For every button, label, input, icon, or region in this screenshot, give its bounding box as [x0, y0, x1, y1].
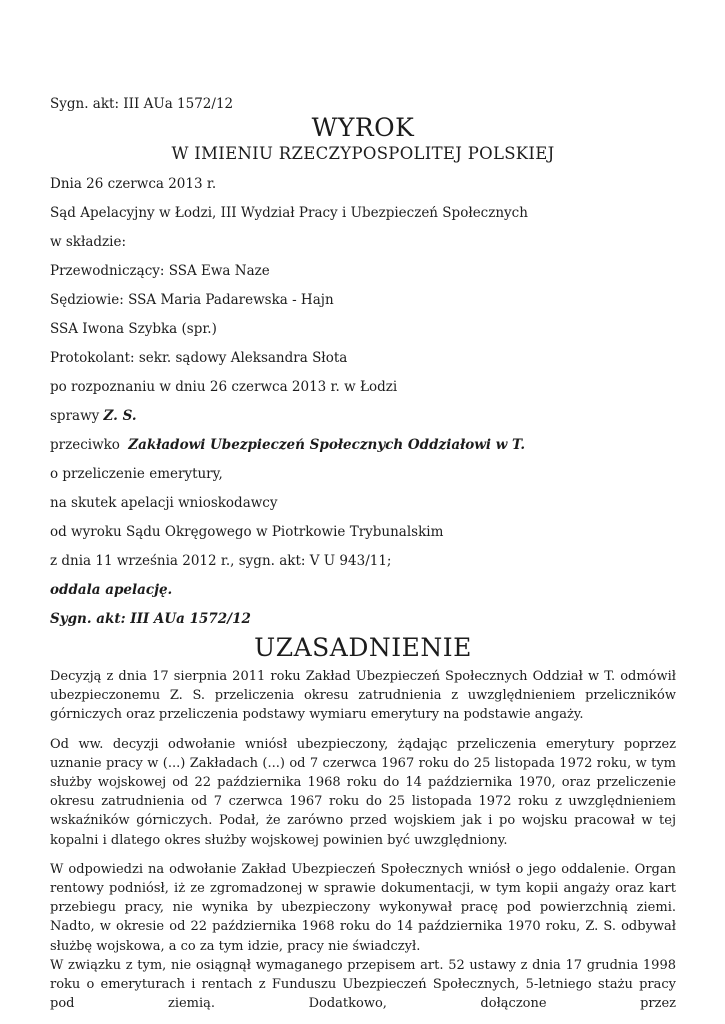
- reasoning-paragraph-1: Decyzją z dnia 17 sierpnia 2011 roku Zakład Ubezpieczeń Społecznych Oddział w T. odmówił ubezpieczonemu Z. S. przeliczenia okresu zatrudnienia z uwzględnieniem przeliczników górniczych oraz przeliczenia podstawy wymiaru emerytury na podstawie angaży.: [50, 669, 676, 723]
- judgment-date-line: Dnia 26 czerwca 2013 r.: [50, 176, 217, 192]
- against-party: Zakładowi Ubezpieczeń Społecznych Oddziałowi w T.: [128, 437, 526, 453]
- reasoning-paragraph-4: W związku z tym, nie osiągnął wymaganego przepisem art. 52 ustawy z dnia 17 grudnia 1998 roku o emeryturach i rentach z Funduszu Ubezpieczeń Społecznych, 5-letniego stażu pracy pod ziemią. Dodatkowo, dołączone przez: [50, 957, 676, 1012]
- panel-intro-line: w składzie:: [50, 234, 126, 250]
- appeal-source-line: na skutek apelacji wnioskodawcy: [50, 495, 278, 511]
- against-prefix: przeciwko: [50, 437, 125, 453]
- case-prefix: sprawy: [50, 408, 104, 424]
- against-party-line: [50, 436, 676, 455]
- reasoning-paragraph-3: W odpowiedzi na odwołanie Zakład Ubezpieczeń Społecznych wniósł o jego oddalenie. Organ rentowy podniósł, iż ze zgromadzonej w sprawie dokumentacji, w tym kopii angaży oraz kart przebiegu pracy, nie wynika by ubezpieczony wykonywał pracę pod powierzchnią ziemi. Nadto, w okresie od 22 października 1968 roku do 14 października 1970 roku, Z. S. odbywał służbę wojskowa, a co za tym idzie, pracy nie świadczył.: [50, 861, 676, 954]
- presiding-judge-line: Przewodniczący: SSA Ewa Naze: [50, 263, 270, 279]
- judgment-reference-line: z dnia 11 września 2012 r., sygn. akt: V U 943/11;: [50, 553, 392, 569]
- case-number: Sygn. akt: III AUa 1572/12: [50, 96, 234, 112]
- judge-line-2: SSA Iwona Szybka (spr.): [50, 321, 217, 337]
- judge-line-1: Sędziowie: SSA Maria Padarewska - Hajn: [50, 292, 334, 308]
- ruling-line: oddala apelację.: [50, 582, 173, 598]
- section-heading-uzasadnienie: UZASADNIENIE: [254, 633, 472, 662]
- case-number-repeat-line: Sygn. akt: III AUa 1572/12: [50, 611, 251, 627]
- reasoning-paragraph-2: Od ww. decyzji odwołanie wniósł ubezpieczony, żądając przeliczenia emerytury poprzez uznanie pracy w (...) Zakładach (...) od 7 czerwca 1967 roku do 25 listopada 1972 roku, w tym służby wojskowej od 22 października 1968 roku do 14 października 1970, oraz przeliczenie okresu zatrudnienia od 7 czerwca 1967 roku do 25 listopada 1972 roku z uwzględnieniem wskaźników górniczych. Podał, że zarówno przed wojskiem jak i po wojsku pracował w tej kopalni i dlatego okres służby wojskowej powinien być uwzględniony.: [50, 736, 676, 848]
- hearing-line: po rozpoznaniu w dniu 26 czerwca 2013 r. w Łodzi: [50, 379, 398, 395]
- clerk-line: Protokolant: sekr. sądowy Aleksandra Słota: [50, 350, 348, 366]
- appealed-judgment-line: od wyroku Sądu Okręgowego w Piotrkowie Trybunalskim: [50, 524, 444, 540]
- case-party-line: [50, 407, 676, 426]
- court-line: Sąd Apelacyjny w Łodzi, III Wydział Pracy i Ubezpieczeń Społecznych: [50, 205, 528, 221]
- document-title: WYROK: [311, 113, 415, 142]
- case-party: Z. S.: [103, 408, 137, 424]
- document-subtitle: W IMIENIU RZECZYPOSPOLITEJ POLSKIEJ: [171, 144, 555, 163]
- subject-line: o przeliczenie emerytury,: [50, 466, 223, 482]
